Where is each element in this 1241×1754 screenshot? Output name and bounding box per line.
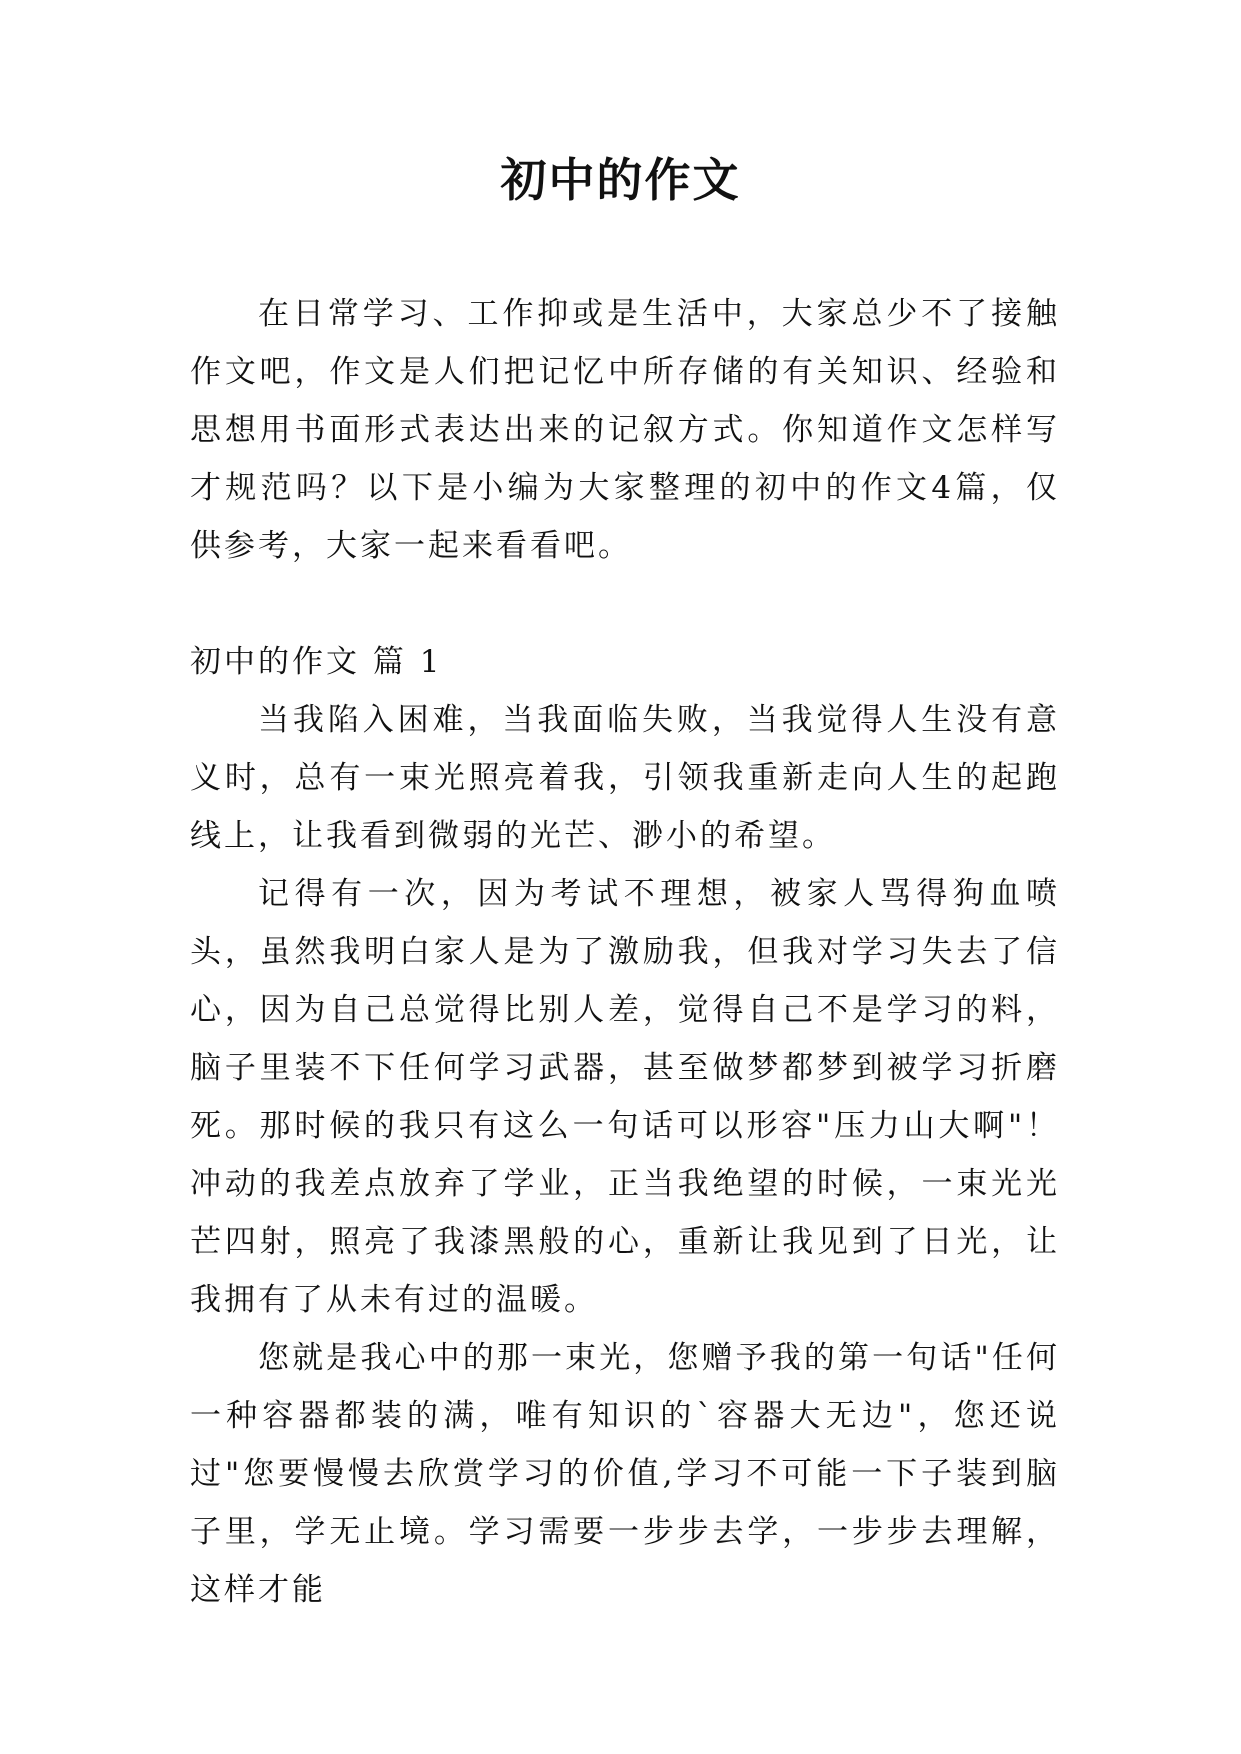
body-paragraph-1: 当我陷入困难，当我面临失败，当我觉得人生没有意义时，总有一束光照亮着我，引领我重新走向人生的起跑线上，让我看到微弱的光芒、渺小的希望。 — [190, 702, 1060, 854]
body-paragraph-2: 记得有一次，因为考试不理想，被家人骂得狗血喷头，虽然我明白家人是为了激励我，但我对学习失去了信心，因为自己总觉得比别人差，觉得自己不是学习的料，脑子里装不下任何学习武器，甚至做梦都梦到被学习折磨死。那时候的我只有这么一句话可以形容"压力山大啊"！冲动的我差点放弃了学业，正当我绝望的时候，一束光光芒四射，照亮了我漆黑般的心，重新让我见到了日光，让我拥有了从未有过的温暖。 — [190, 876, 1060, 1318]
section-heading: 初中的作文 篇 1 — [190, 644, 443, 680]
intro-paragraph: 在日常学习、工作抑或是生活中，大家总少不了接触作文吧，作文是人们把记忆中所存储的有关知识、经验和思想用书面形式表达出来的记叙方式。你知道作文怎样写才规范吗？以下是小编为大家整理的初中的作文4篇，仅供参考，大家一起来看看吧。 — [190, 296, 1060, 564]
body-paragraph-3: 您就是我心中的那一束光，您赠予我的第一句话"任何一种容器都装的满，唯有知识的`容器大无边"，您还说过"您要慢慢去欣赏学习的价值,学习不可能一下子装到脑子里，学无止境。学习需要一步步去学，一步步去理解，这样才能 — [190, 1340, 1060, 1608]
document-body — [190, 285, 1060, 1619]
document-title: 初中的作文 — [500, 153, 741, 207]
